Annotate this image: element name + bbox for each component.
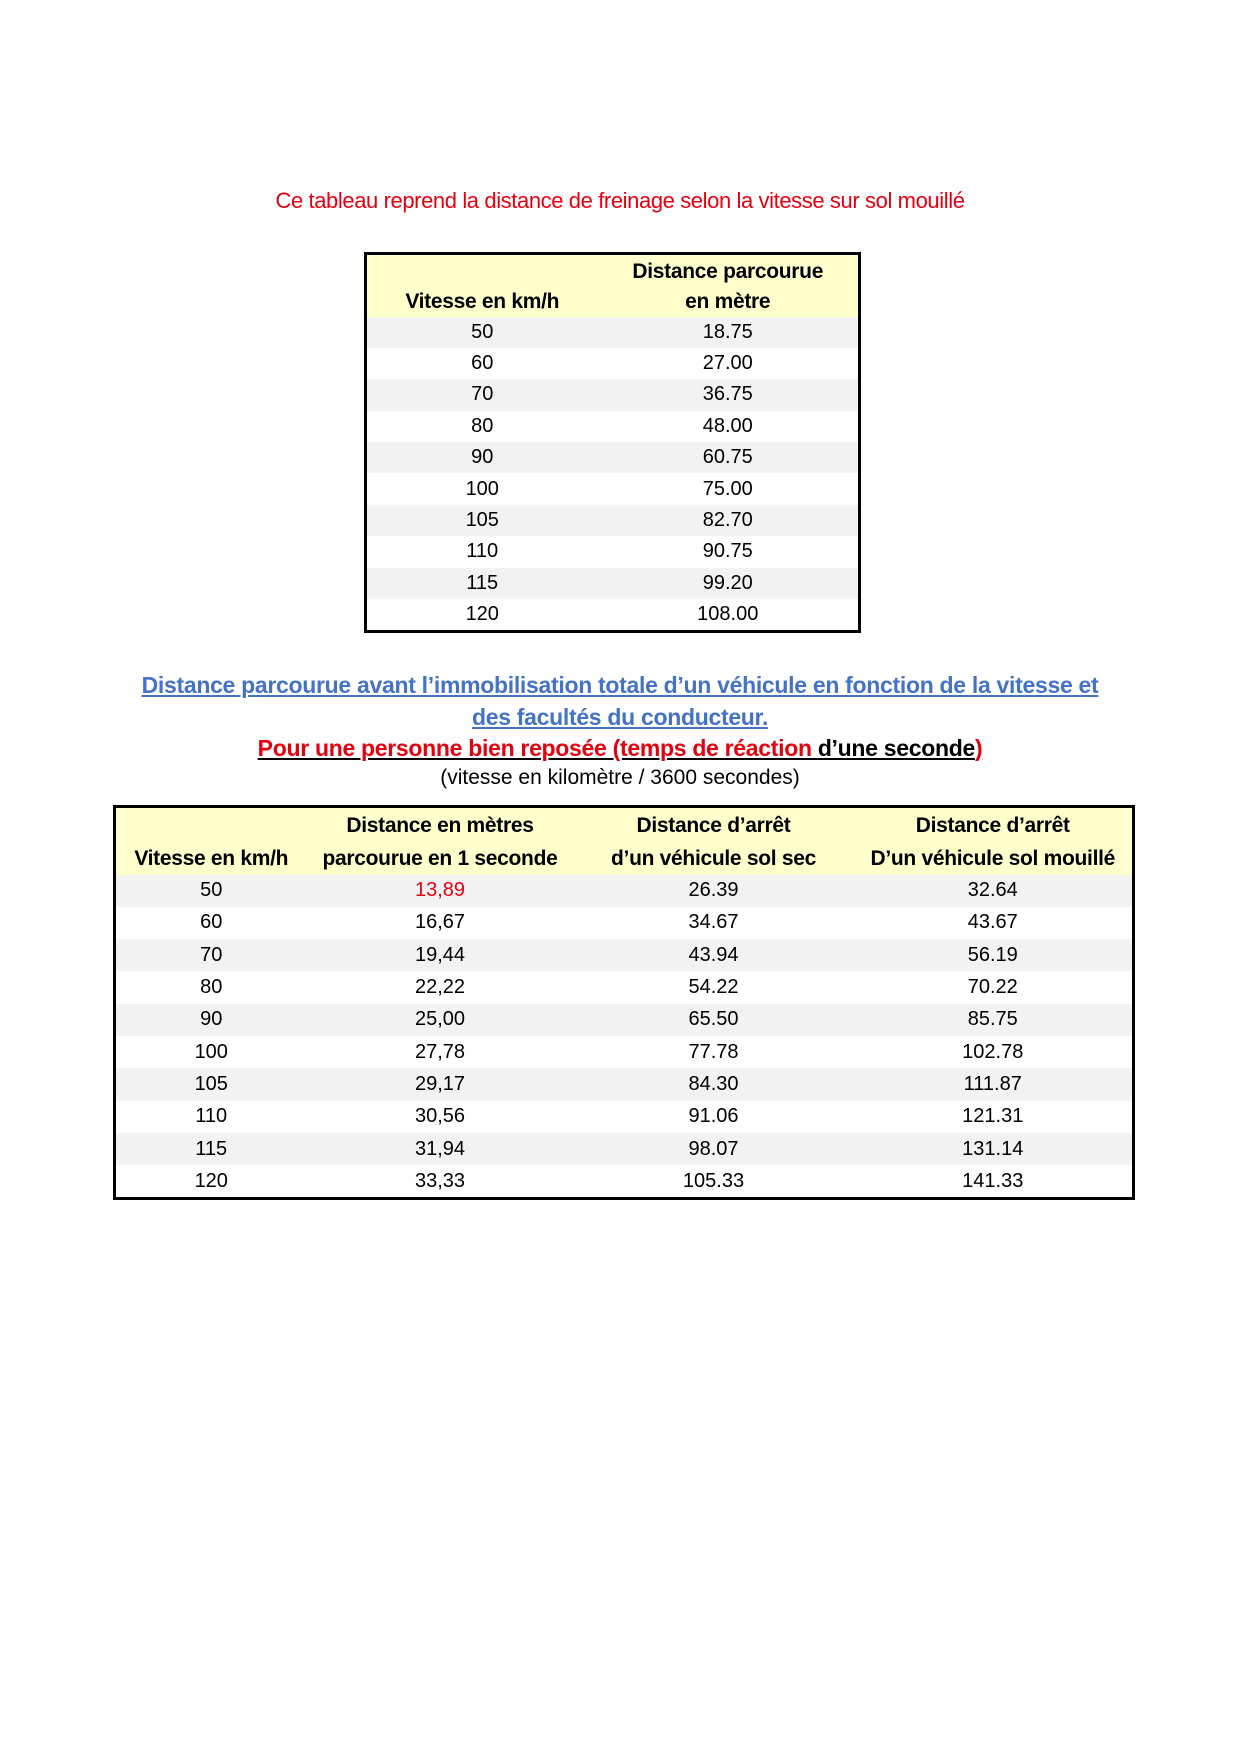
subheading-end: ) [974, 735, 983, 761]
table-row [115, 875, 1134, 907]
table-row [366, 442, 860, 473]
table-cell: 111.87 [963, 1072, 1022, 1095]
header-distance [598, 254, 860, 317]
table-row [115, 1133, 1134, 1165]
table-cell: 43.67 [967, 911, 1018, 934]
table-cell: 70 [200, 943, 223, 966]
header-distance-line1: Distance parcourue [632, 259, 824, 283]
table-cell: 115 [195, 1137, 228, 1160]
table-row [366, 536, 860, 567]
table-row [115, 1036, 1134, 1068]
table-cell: 34.67 [688, 911, 739, 934]
table-cell: 131.14 [962, 1137, 1024, 1160]
table-row [115, 1101, 1134, 1133]
table-cell: 110 [466, 540, 499, 563]
section-heading-line1: Distance parcourue avant l’immobilisation totale d’un véhicule en fonction de la vitesse et [141, 672, 1099, 698]
table-cell: 108.00 [697, 603, 759, 626]
table-row [366, 411, 860, 442]
table-cell: 110 [195, 1105, 228, 1128]
table-row [115, 971, 1134, 1003]
table-row [366, 317, 860, 348]
table-cell: 50 [200, 879, 223, 902]
table-cell: 90 [471, 446, 494, 469]
subheading-red: Pour une personne bien reposée (temps de réaction [257, 735, 818, 761]
table-cell: 121.31 [962, 1105, 1024, 1128]
table-row [366, 505, 860, 536]
header-distance-1s: Distance en mètres parcourue en 1 seconde [322, 813, 558, 870]
table-cell: 22,22 [414, 976, 466, 999]
table-cell: 105 [194, 1072, 228, 1095]
table-row [366, 599, 860, 632]
table-row [115, 1068, 1134, 1100]
table-cell: 54.22 [688, 976, 739, 999]
section-subheading [0, 735, 1240, 762]
table-cell: 70.22 [967, 976, 1018, 999]
subtitle: (vitesse en kilomètre / 3600 secondes) [440, 766, 800, 789]
table-cell: 31,94 [414, 1137, 466, 1160]
table-cell: 25,00 [414, 1008, 466, 1031]
table-cell: 36.75 [702, 383, 753, 406]
table-cell: 48.00 [702, 414, 753, 437]
table-cell: 77.78 [688, 1040, 739, 1063]
table-cell: 105.33 [682, 1169, 745, 1192]
stopping-distance-table [113, 805, 1135, 1200]
table-cell: 43.94 [688, 943, 739, 966]
table-cell: 102.78 [962, 1040, 1024, 1063]
table-cell: 16,67 [414, 911, 466, 934]
table-row [366, 568, 860, 599]
table-cell: 32.64 [967, 879, 1018, 902]
table-cell: 26.39 [688, 879, 739, 902]
table-cell: 105 [465, 509, 499, 532]
subheading-black: d’une seconde [817, 735, 975, 761]
table-cell: 18.75 [702, 320, 753, 343]
table-row [366, 379, 860, 410]
table-row [115, 939, 1134, 971]
table-cell: 98.07 [688, 1137, 739, 1160]
table-row [115, 907, 1134, 939]
table-cell: 80 [471, 414, 494, 437]
table-cell: 30,56 [414, 1105, 466, 1128]
table-cell: 60 [471, 352, 494, 375]
table-header-row [366, 254, 860, 317]
table-row [366, 473, 860, 504]
header-stop-wet: Distance d’arrêt D’un véhicule sol mouillé [870, 813, 1116, 870]
table-cell: 100 [465, 477, 499, 500]
header-speed: Vitesse en km/h [405, 289, 560, 313]
table-cell: 91.06 [688, 1105, 739, 1128]
table-cell: 90.75 [702, 540, 753, 563]
table-cell: 80 [200, 976, 223, 999]
table-row [115, 1165, 1134, 1199]
table-cell: 27,78 [414, 1040, 466, 1063]
header-stop-dry: Distance d’arrêt d’un véhicule sol sec [611, 813, 816, 870]
table-cell: 82.70 [702, 509, 753, 532]
table-cell: 115 [466, 571, 499, 594]
table-row [115, 1004, 1134, 1036]
table-cell: 13,89 [414, 879, 466, 902]
table-cell: 65.50 [688, 1008, 739, 1031]
table-cell: 33,33 [414, 1169, 466, 1192]
table-cell: 141.33 [962, 1169, 1024, 1192]
table-cell: 70 [471, 383, 494, 406]
braking-distance-table [364, 252, 861, 633]
table-row [366, 348, 860, 379]
header-speed [115, 807, 307, 875]
table-header-row [115, 807, 1134, 875]
table-cell: 60.75 [702, 446, 753, 469]
table-cell: 19,44 [414, 943, 466, 966]
section-heading-line2: des facultés du conducteur. [471, 704, 769, 730]
table-cell: 99.20 [702, 571, 753, 594]
table-cell: 100 [194, 1040, 228, 1063]
table-cell: 75.00 [702, 477, 753, 500]
table-cell: 84.30 [688, 1072, 739, 1095]
table-cell: 56.19 [967, 943, 1018, 966]
table-cell: 120 [465, 603, 499, 626]
table-cell: 50 [471, 320, 494, 343]
intro-text: Ce tableau reprend la distance de freinage selon la vitesse sur sol mouillé [275, 188, 965, 213]
table-cell: 120 [194, 1169, 228, 1192]
table-cell: 90 [200, 1008, 223, 1031]
header-speed-label: Vitesse en km/h [134, 846, 289, 870]
table-cell: 29,17 [414, 1072, 466, 1095]
table-cell: 60 [200, 911, 223, 934]
header-distance-line2: en mètre [685, 289, 771, 313]
table-cell: 27.00 [702, 352, 753, 375]
table-cell: 85.75 [967, 1008, 1018, 1031]
